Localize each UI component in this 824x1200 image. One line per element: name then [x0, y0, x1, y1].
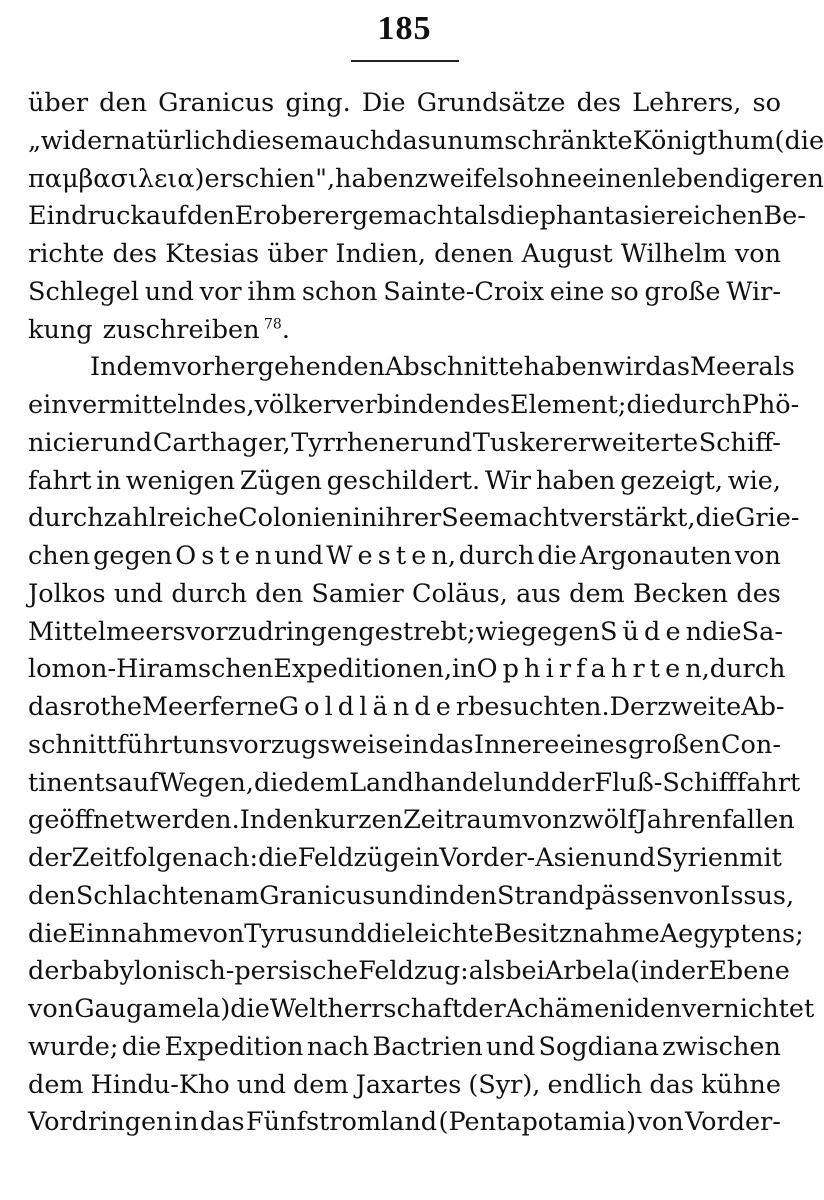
word: verstärkt,	[569, 503, 696, 534]
word: durch	[28, 503, 104, 534]
word: so	[752, 88, 781, 118]
word: Wir-	[726, 276, 781, 307]
word: Strandpässen	[496, 880, 675, 911]
word: die	[695, 503, 736, 534]
word: kung	[28, 314, 93, 345]
word: Feldzug:	[358, 956, 469, 987]
word: Der	[609, 692, 658, 722]
word: Gaugamela)	[74, 994, 231, 1024]
word: des	[576, 88, 622, 118]
word: fahrt	[28, 465, 92, 496]
word: vorzudringen	[185, 616, 359, 647]
word: Eindruck	[28, 201, 146, 232]
word: am	[219, 880, 260, 911]
word: einen	[582, 163, 654, 194]
word: den	[28, 880, 76, 911]
word: leichte	[406, 918, 494, 949]
word: von	[734, 541, 781, 571]
word: auch	[323, 125, 387, 156]
word: In	[239, 805, 267, 836]
word: Jahren	[636, 805, 723, 836]
word: Sainte-Croix	[383, 276, 545, 307]
word: Colonien	[238, 503, 353, 534]
word: uns	[182, 729, 229, 760]
word: chen	[28, 541, 91, 571]
word: zuschreiben $^{78}$.	[102, 314, 290, 345]
word: Ebene	[708, 956, 790, 987]
word: Wegen,	[158, 767, 254, 798]
word: in	[173, 1107, 199, 1138]
word: als	[463, 201, 501, 232]
text-line	[28, 840, 781, 878]
word: die	[366, 918, 407, 949]
word: nicier	[28, 427, 103, 458]
word: denen	[434, 239, 514, 269]
word: eines	[559, 729, 628, 760]
word: (in	[630, 956, 665, 987]
word: nach	[306, 1031, 370, 1062]
word: in	[403, 729, 429, 760]
word: vor	[199, 276, 242, 307]
word: richte	[28, 239, 105, 269]
word: Tusker	[472, 427, 563, 458]
word: des	[736, 578, 781, 609]
word: die	[626, 390, 667, 420]
word: das	[649, 1069, 695, 1100]
word: Tyrrhener	[291, 427, 423, 458]
word: rothe	[72, 692, 142, 722]
word: Sa-	[741, 616, 783, 647]
word: dem	[293, 767, 350, 798]
word: zweifelsohne	[414, 163, 583, 194]
text-line	[28, 161, 824, 199]
word: Grie-	[735, 503, 800, 534]
word: Abschnitte	[384, 352, 524, 383]
word: die	[500, 201, 540, 232]
text-line	[28, 689, 785, 727]
text-line	[28, 1104, 781, 1142]
word: und	[236, 1069, 286, 1100]
word: Einnahme	[67, 918, 199, 949]
word: und	[422, 427, 473, 458]
body-text	[28, 85, 824, 1142]
word: Vorder-Asien	[439, 843, 607, 873]
word: werden.	[134, 805, 240, 836]
word: Indien,	[335, 239, 427, 269]
word: Sogdiana	[538, 1031, 659, 1062]
word: tinents	[28, 767, 118, 798]
word: ein	[28, 390, 68, 420]
word: kühne	[701, 1069, 781, 1100]
word: Meer	[141, 692, 211, 722]
word: vorhergehenden	[172, 352, 385, 383]
text-line	[28, 198, 806, 236]
word: παμβασιλεια)	[28, 163, 205, 194]
word: in	[452, 654, 477, 685]
word: Ab-	[741, 692, 785, 722]
footnote-reference: 78	[259, 316, 282, 332]
word: Schiff-	[698, 427, 781, 458]
text-line	[28, 878, 795, 916]
word: geschildert.	[326, 465, 481, 496]
word: In	[90, 352, 117, 383]
text-line	[28, 765, 801, 803]
word: durch	[709, 654, 786, 685]
word: den	[255, 578, 304, 609]
word: den	[449, 880, 497, 911]
word: „widernatürlich	[28, 125, 232, 156]
word: kurzen	[314, 805, 404, 836]
word: August	[521, 239, 613, 269]
word: völkerverbindendes	[254, 390, 511, 420]
word: Con-	[721, 729, 781, 760]
word: Granicus	[259, 880, 376, 911]
word: schon	[301, 276, 378, 307]
word: W e s t e n,	[326, 541, 456, 571]
word: haben	[523, 352, 604, 383]
word: Vordringen	[28, 1107, 173, 1138]
word: über	[28, 88, 89, 118]
text-line	[28, 312, 781, 350]
word: die	[230, 994, 270, 1024]
word: von	[522, 805, 569, 836]
word: zahlreiche	[103, 503, 239, 534]
end-punctuation: .	[281, 314, 290, 345]
word: wir	[603, 352, 646, 383]
word: Ktesias	[165, 239, 260, 269]
word: die	[258, 843, 298, 873]
text-line	[28, 85, 781, 123]
word: Mittelmeers	[28, 616, 186, 647]
word: das	[28, 692, 73, 722]
word: von	[637, 1107, 684, 1138]
word: Achämeniden	[505, 994, 682, 1024]
word: durch	[666, 390, 742, 420]
word: und	[606, 843, 656, 873]
word: und	[501, 767, 551, 798]
word: diesem	[231, 125, 324, 156]
word: großen	[628, 729, 721, 760]
text-line	[28, 991, 815, 1029]
word: dem	[292, 1069, 349, 1100]
word: so	[610, 276, 639, 307]
word: Königthum	[632, 125, 775, 156]
word: die	[121, 1031, 162, 1062]
word: den	[99, 88, 147, 118]
text-line	[28, 651, 786, 689]
word: auf	[145, 201, 187, 232]
word: Hindu-Kho	[90, 1069, 230, 1100]
word: Jaxartes	[355, 1069, 462, 1100]
word: des	[112, 239, 158, 269]
word: in	[424, 880, 450, 911]
word: der	[28, 843, 72, 873]
word: Seemacht	[441, 503, 570, 534]
word: erweiterte	[562, 427, 699, 458]
word: fallen	[722, 805, 795, 836]
word: vermittelndes,	[67, 390, 255, 420]
word: O p h i r f a h r t e n,	[476, 654, 710, 685]
word: Argonauten	[579, 541, 732, 571]
text-line	[28, 614, 781, 652]
word: dem	[116, 352, 173, 383]
word: eine	[549, 276, 605, 307]
word: Feldzüge	[297, 843, 415, 873]
word: Phö-	[741, 390, 800, 420]
word: Zeitraum	[403, 805, 523, 836]
word: Grundsätze	[416, 88, 566, 118]
word: aus	[516, 578, 561, 609]
word: besuchten.	[468, 692, 610, 722]
word: Zeitfolge	[71, 843, 188, 873]
text-line	[28, 802, 795, 840]
word: Aegyptens;	[659, 918, 804, 949]
word: das	[428, 729, 474, 760]
word: Weltherrschaft	[269, 994, 463, 1024]
word: die	[702, 616, 742, 647]
word: auf	[117, 767, 159, 798]
word: S ü d e n	[599, 616, 703, 647]
word: Jolkos	[28, 578, 106, 609]
word: zwölf	[568, 805, 637, 836]
word: wenigen	[125, 465, 236, 496]
word: vernichtet	[681, 994, 815, 1024]
word: (Pentapotamia)	[438, 1107, 637, 1138]
word: von	[734, 239, 781, 269]
word: wie,	[727, 465, 781, 496]
word: Schlegel	[28, 276, 139, 307]
word: gegen	[520, 616, 600, 647]
word: die	[28, 918, 68, 949]
word: Syrien	[655, 843, 740, 873]
word: gemacht	[351, 201, 464, 232]
word: der	[550, 767, 595, 798]
word: G o l d l ä n d e r	[278, 692, 469, 722]
word: zweite	[657, 692, 742, 722]
word: Wir	[484, 465, 532, 496]
word: Innere	[474, 729, 560, 760]
word: der	[462, 994, 506, 1024]
word: endlich	[547, 1069, 643, 1100]
word: Carthager,	[152, 427, 291, 458]
text-line	[28, 916, 804, 954]
word: in	[96, 465, 121, 496]
word: Arbela	[544, 956, 631, 987]
text-line	[28, 387, 800, 425]
word: (die	[774, 125, 824, 156]
word: Be-	[763, 201, 806, 232]
word: ihrer	[377, 503, 442, 534]
word: babylonisch-persische	[71, 956, 359, 987]
text-line	[28, 274, 781, 312]
word: Coläus,	[412, 578, 508, 609]
word: Fluß-Schifffahrt	[594, 767, 801, 798]
word: der	[664, 956, 709, 987]
word: große	[644, 276, 721, 307]
word: dem	[569, 578, 625, 609]
text-line	[28, 538, 781, 576]
word: zwischen	[662, 1031, 781, 1062]
word: das	[199, 1107, 245, 1138]
word: vorzugsweise	[228, 729, 404, 760]
word: ihm	[247, 276, 297, 307]
word: und	[113, 578, 164, 609]
word: den	[266, 805, 315, 836]
word: gestrebt;	[358, 616, 476, 647]
word: über	[267, 239, 328, 269]
word: gegen	[93, 541, 173, 571]
word: in	[414, 843, 440, 873]
text-line	[28, 953, 790, 991]
word: das	[645, 352, 690, 383]
word: in	[352, 503, 378, 534]
word: Wilhelm	[620, 239, 727, 269]
word: und	[375, 880, 425, 911]
word: nach:	[187, 843, 259, 873]
word: die	[537, 541, 577, 571]
word: Landhandel	[349, 767, 502, 798]
word: Issus,	[720, 880, 795, 911]
word: von	[198, 918, 245, 949]
word: Lehrers,	[632, 88, 742, 118]
word: der	[28, 956, 72, 987]
word: Bactrien	[372, 1031, 483, 1062]
word: O s t e n	[175, 541, 272, 571]
word: Expeditionen,	[273, 654, 453, 685]
word: durch	[458, 541, 535, 571]
word: und	[317, 918, 367, 949]
word: ging.	[285, 88, 351, 118]
word: Tyrus	[244, 918, 318, 949]
text-line	[28, 727, 781, 765]
word: Vorder-	[685, 1107, 781, 1138]
word: wie	[475, 616, 521, 647]
word: erschien",	[204, 163, 336, 194]
word: Element;	[510, 390, 627, 420]
text-line	[28, 349, 795, 387]
text-line	[28, 463, 781, 501]
word: und	[144, 276, 194, 307]
word: Zügen	[239, 465, 322, 496]
word: lomon-Hiramschen	[28, 654, 274, 685]
word: Samier	[311, 578, 404, 609]
word: haben	[535, 465, 616, 496]
word: führt	[117, 729, 183, 760]
word: das	[386, 125, 431, 156]
word: und	[274, 541, 324, 571]
text-line	[28, 1029, 781, 1067]
text-line	[28, 500, 800, 538]
word: bei	[505, 956, 545, 987]
word: ferne	[210, 692, 279, 722]
text-line	[28, 123, 824, 161]
text-line	[28, 576, 781, 614]
word: von	[28, 994, 75, 1024]
word: schnitt	[28, 729, 117, 760]
text-line	[28, 236, 781, 274]
word: durch	[171, 578, 248, 609]
word: lebendigeren	[653, 163, 824, 194]
word: gezeigt,	[620, 465, 723, 496]
word: und	[486, 1031, 536, 1062]
word: phantasiereichen	[539, 201, 764, 232]
word: als	[758, 352, 795, 383]
page-number: 185	[377, 10, 432, 47]
word: den	[186, 201, 235, 232]
word: Die	[361, 88, 406, 118]
word: Schlachten	[75, 880, 220, 911]
word: Granicus	[158, 88, 275, 118]
word: dem	[28, 1069, 84, 1100]
word: und	[103, 427, 153, 458]
header-rule	[351, 60, 459, 62]
word: wurde;	[28, 1031, 119, 1062]
word: Besitznahme	[493, 918, 660, 949]
word: (Syr),	[468, 1069, 541, 1100]
word: mit	[739, 843, 782, 873]
word: von	[674, 880, 721, 911]
word: als	[468, 956, 506, 987]
word: geöffnet	[28, 805, 135, 836]
word: die	[253, 767, 294, 798]
word: haben	[335, 163, 415, 194]
word: Becken	[633, 578, 729, 609]
word: Eroberer	[234, 201, 352, 232]
word: Expedition	[164, 1031, 304, 1062]
text-line	[28, 425, 781, 463]
word: Fünfstromland	[245, 1107, 438, 1138]
word: unumschränkte	[430, 125, 633, 156]
word: Meer	[689, 352, 759, 383]
text-line	[28, 1067, 781, 1105]
